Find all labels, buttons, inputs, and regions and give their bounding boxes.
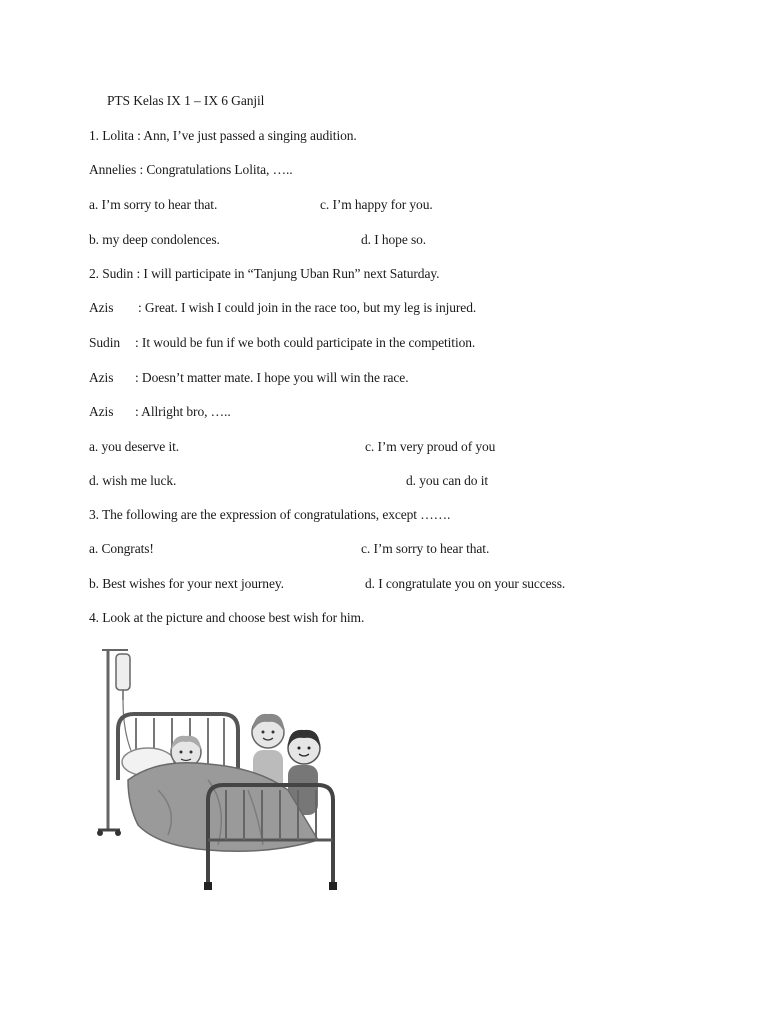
question-1-line-2: Annelies : Congratulations Lolita, ….. — [89, 162, 293, 177]
question-1-option-a: a. I’m sorry to hear that. — [89, 197, 218, 212]
question-2-option-d-2: d. you can do it — [406, 473, 489, 488]
dialog-text-azis-2: : Doesn’t matter mate. I hope you will win the race. — [135, 370, 409, 385]
question-1-option-c: c. I’m happy for you. — [320, 197, 433, 212]
question-3-option-b: b. Best wishes for your next journey. — [89, 576, 284, 591]
question-3-option-a: a. Congrats! — [89, 541, 154, 556]
dialog-text-azis-3: : Allright bro, ….. — [135, 404, 231, 419]
question-4-line-1: 4. Look at the picture and choose best wish for him. — [89, 610, 365, 625]
page-title: PTS Kelas IX 1 – IX 6 Ganjil — [107, 93, 265, 108]
question-2-option-c: c. I’m very proud of you — [365, 439, 496, 454]
dialog-speaker-azis-3: Azis — [89, 404, 114, 419]
dialog-speaker-azis-1: Azis — [89, 300, 114, 315]
question-3-line-1: 3. The following are the expression of congratulations, except ……. — [89, 507, 451, 522]
question-2-line-1: 2. Sudin : I will participate in “Tanjung Uban Run” next Saturday. — [89, 266, 440, 281]
dialog-speaker-sudin: Sudin — [89, 335, 121, 350]
dialog-speaker-azis-2: Azis — [89, 370, 114, 385]
question-2-option-d-1: d. wish me luck. — [89, 473, 177, 488]
dialog-text-sudin: : It would be fun if we both could participate in the competition. — [135, 335, 476, 350]
question-3-option-c: c. I’m sorry to hear that. — [361, 541, 490, 556]
hospital-bed-illustration — [88, 640, 348, 900]
question-1-option-b: b. my deep condolences. — [89, 232, 220, 247]
question-1-option-d: d. I hope so. — [361, 232, 427, 247]
dialog-text-azis-1: : Great. I wish I could join in the race too, but my leg is injured. — [138, 300, 477, 315]
question-3-option-d: d. I congratulate you on your success. — [365, 576, 566, 591]
question-2-option-a: a. you deserve it. — [89, 439, 180, 454]
question-1-line-1: 1. Lolita : Ann, I’ve just passed a singing audition. — [89, 128, 357, 143]
